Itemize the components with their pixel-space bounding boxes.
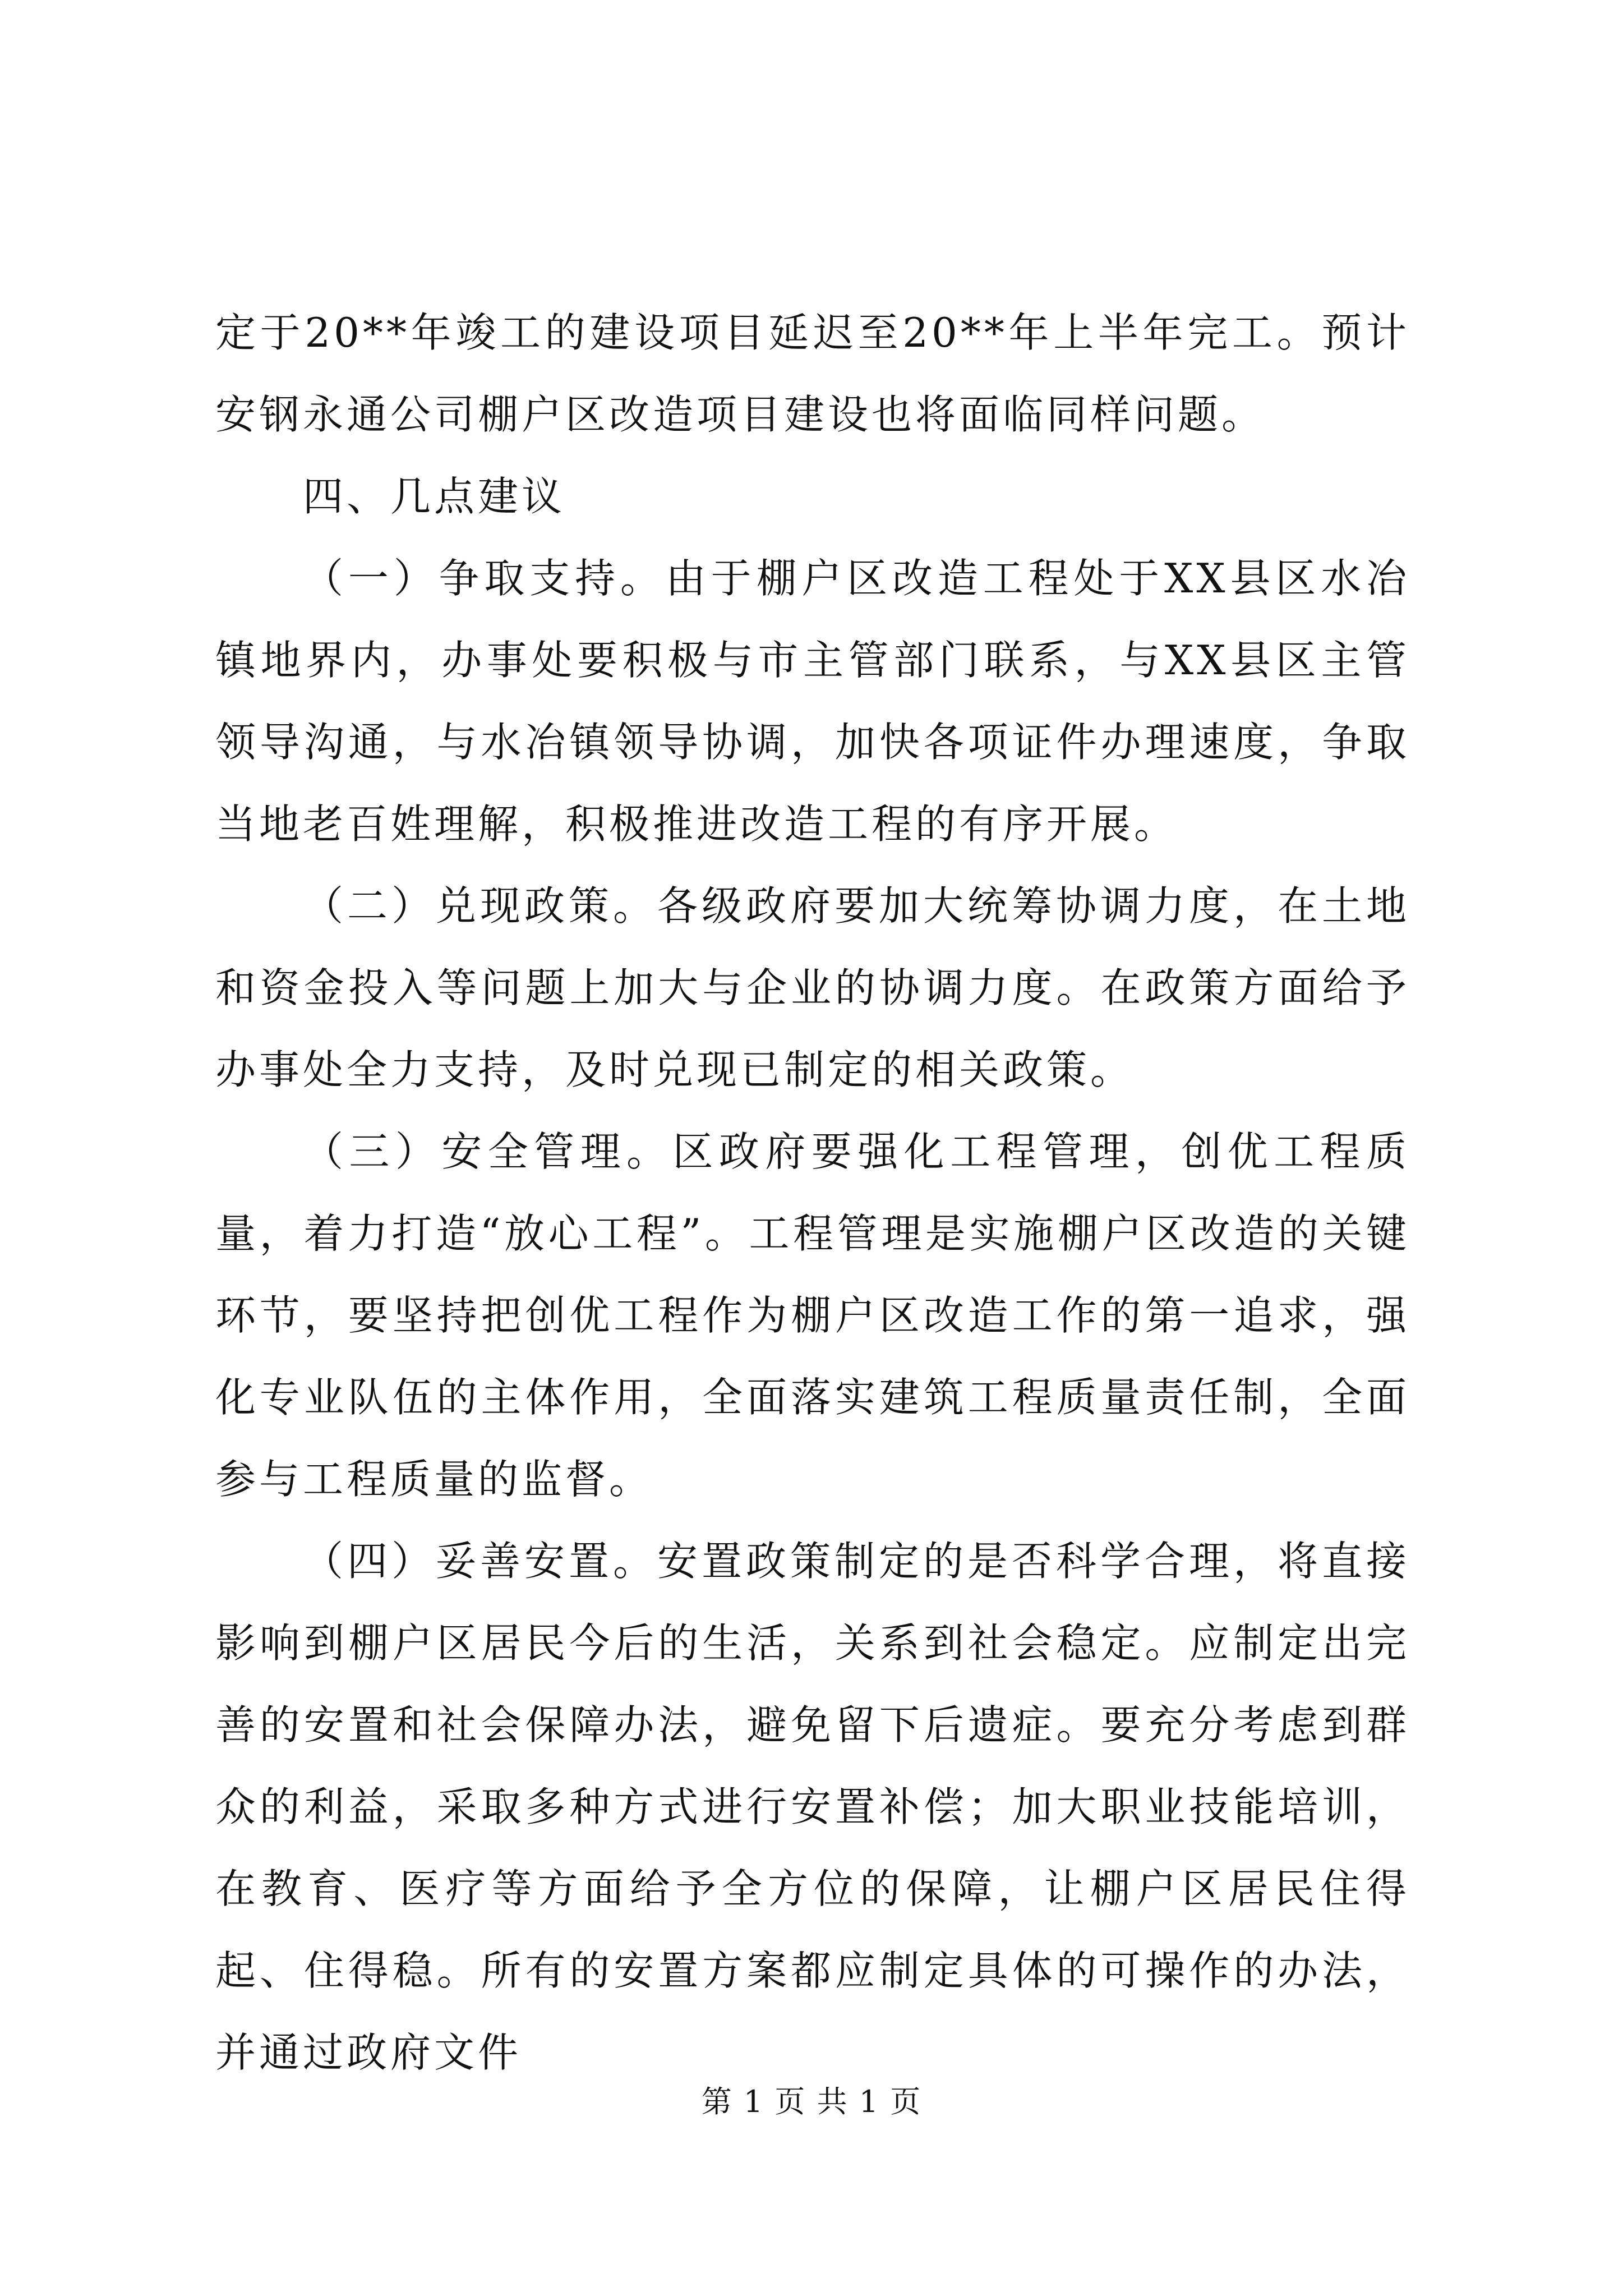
document-body: [215, 292, 1410, 2093]
paragraph-continuation: 定于20**年竣工的建设项目延迟至20**年上半年完工。预计安钢永通公司棚户区改造项目建设也将面临同样问题。: [215, 309, 1410, 438]
section-heading-suggestions: 四、几点建议: [303, 473, 566, 520]
paragraph-proper-resettlement: （四）妥善安置。安置政策制定的是否科学合理，将直接影响到棚户区居民今后的生活，关系到社会稳定。应制定出完善的安置和社会保障办法，避免留下后遗症。要充分考虑到群众的利益，采取多种方式进行安置补偿；加大职业技能培训，在教育、医疗等方面给予全方位的保障，让棚户区居民住得起、住得稳。所有的安置方案都应制定具体的可操作的办法，并通过政府文件: [215, 1538, 1410, 2076]
page-footer: 第 1 页 共 1 页: [701, 2084, 922, 2119]
paragraph-fulfill-policy: （二）兑现政策。各级政府要加大统筹协调力度，在土地和资金投入等问题上加大与企业的协调力度。在政策方面给予办事处全力支持，及时兑现已制定的相关政策。: [215, 882, 1410, 1093]
paragraph-seek-support: （一）争取支持。由于棚户区改造工程处于XX县区水冶镇地界内，办事处要积极与市主管部门联系，与XX县区主管领导沟通，与水冶镇领导协调，加快各项证件办理速度，争取当地老百姓理解，积极推进改造工程的有序开展。: [215, 555, 1410, 848]
paragraph-safety-management: （三）安全管理。区政府要强化工程管理，创优工程质量，着力打造“放心工程”。工程管理是实施棚户区改造的关键环节，要坚持把创优工程作为棚户区改造工作的第一追求，强化专业队伍的主体作用，全面落实建筑工程质量责任制，全面参与工程质量的监督。: [215, 1128, 1410, 1503]
